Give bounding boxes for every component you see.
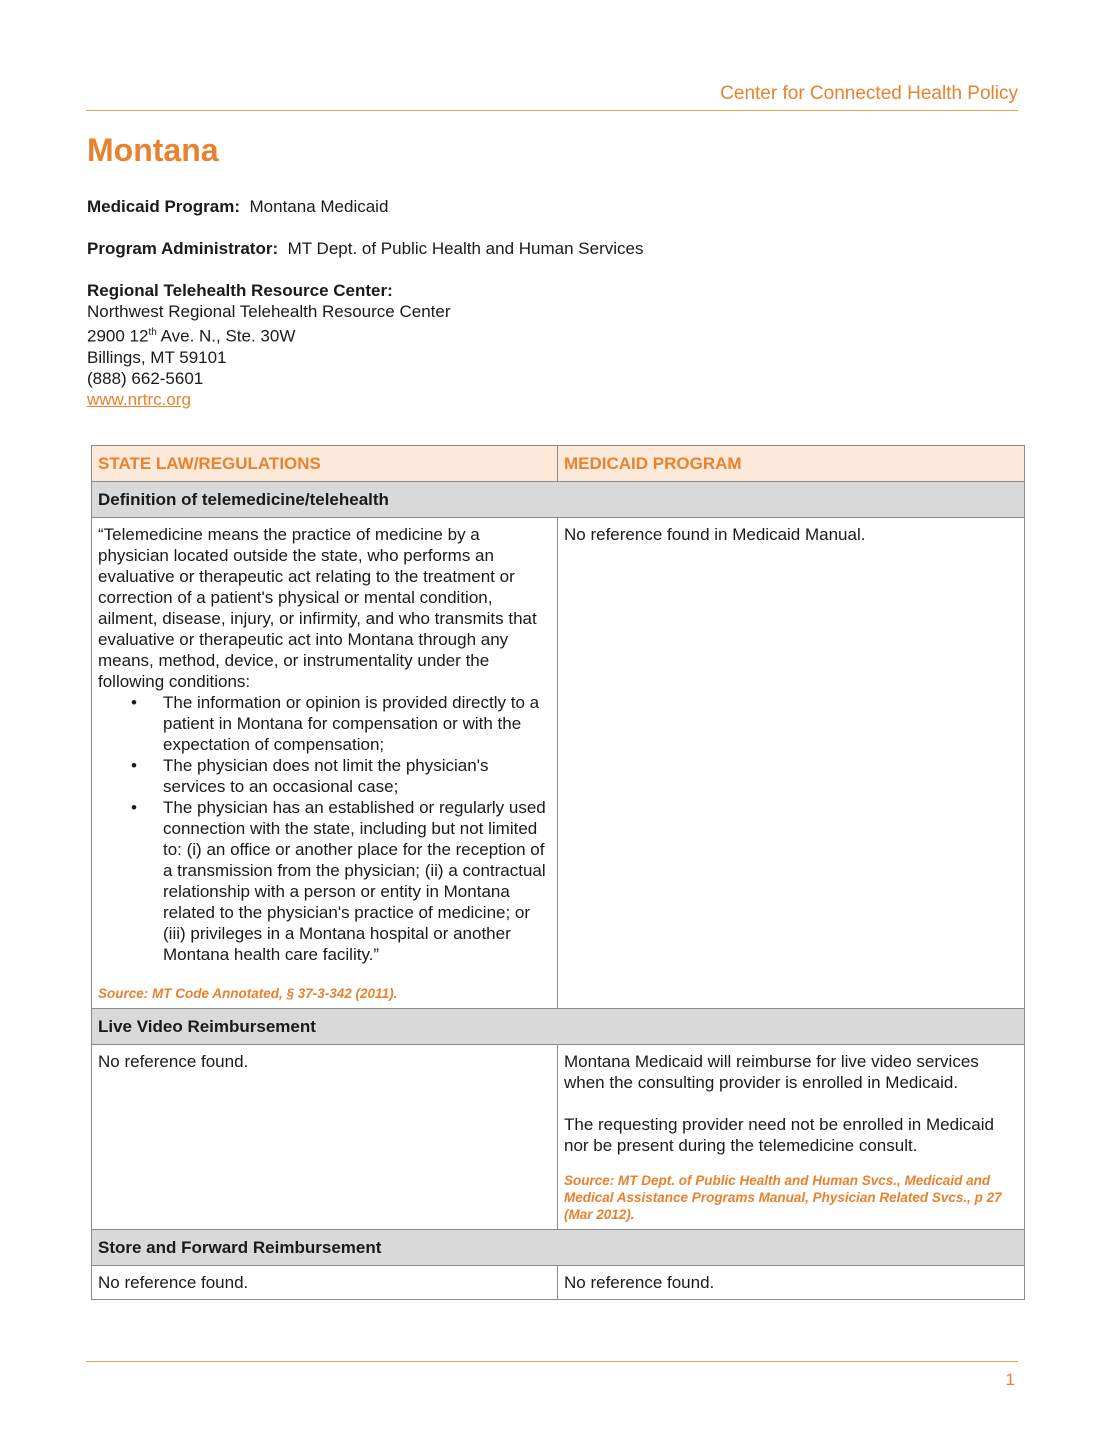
page-number: 1 [1005, 1370, 1015, 1389]
medicaid-program-label: Medicaid Program: [87, 197, 241, 216]
section-header-row [92, 1009, 1025, 1045]
administrator-line [87, 238, 643, 259]
section-live-video-title: Live Video Reimbursement [92, 1009, 1025, 1045]
definition-medicaid-cell: No reference found in Medicaid Manual. [558, 518, 1025, 1009]
header-title: Center for Connected Health Policy [720, 83, 1018, 104]
live-video-law-cell: No reference found. [92, 1045, 558, 1230]
live-video-medicaid-source: Source: MT Dept. of Public Health and Human Svcs., Medicaid and Medical Assistance Programs Manual, Physician Related Svcs., p 27 (Mar 2012). [564, 1173, 1002, 1222]
table-row [92, 518, 1025, 1009]
column-header-medicaid: MEDICAID PROGRAM [558, 446, 1025, 482]
live-video-medicaid-cell [558, 1045, 1025, 1230]
address-rest: Ave. N., Ste. 30W [156, 326, 296, 346]
address-superscript: th [148, 327, 157, 338]
footer-divider [86, 1361, 1018, 1362]
list-item: • The information or opinion is provided directly to a patient in Montana for compensation or with the expectation of compensation; [131, 693, 540, 754]
table-header-row [92, 446, 1025, 482]
bullet-icon: • [131, 756, 137, 775]
live-video-medicaid-p1: Montana Medicaid will reimburse for live video services when the consulting provider is enrolled in Medicaid. [564, 1052, 979, 1092]
rtrc-phone: (888) 662-5601 [87, 368, 204, 388]
rtrc-city: Billings, MT 59101 [87, 347, 227, 367]
list-item: • The physician does not limit the physician's services to an occasional case; [131, 756, 489, 796]
definition-law-intro: “Telemedicine means the practice of medicine by a physician located outside the state, who performs an evaluative or therapeutic act relating to the treatment or correction of a patient's physical or mental condition, ailment, disease, injury, or infirmity, and who transmits that evaluative or therapeutic act into Montana through any means, method, device, or instrumentality under the following conditions: [98, 525, 537, 691]
administrator-value: MT Dept. of Public Health and Human Services [287, 239, 644, 258]
list-item: • The physician has an established or regularly used connection with the state, including but not limited to: (i) an office or another place for the reception of a transmission from the physician; (ii) a contractual relationship with a person or entity in Montana related to the physician's practice of medicine; or (iii) privileges in a Montana hospital or another Montana health care facility.” [131, 798, 546, 964]
rtrc-address [87, 322, 643, 347]
store-forward-law-cell: No reference found. [92, 1266, 558, 1300]
address-number: 2900 12 [87, 326, 149, 346]
definition-law-source: Source: MT Code Annotated, § 37-3-342 (2011). [98, 986, 398, 1001]
medicaid-program-line [87, 196, 643, 217]
live-video-medicaid-p2: The requesting provider need not be enrolled in Medicaid nor be present during the telemedicine consult. [564, 1115, 994, 1155]
definition-law-cell [92, 518, 558, 1009]
column-header-state-law: STATE LAW/REGULATIONS [92, 446, 558, 482]
store-forward-medicaid-cell: No reference found. [558, 1266, 1025, 1300]
section-store-forward-title: Store and Forward Reimbursement [92, 1230, 1025, 1266]
section-header-row [92, 1230, 1025, 1266]
section-definition-title: Definition of telemedicine/telehealth [92, 482, 1025, 518]
policy-table [91, 445, 1025, 1300]
administrator-label: Program Administrator: [87, 239, 279, 258]
section-header-row [92, 482, 1025, 518]
table-row [92, 1266, 1025, 1300]
rtrc-website-link[interactable]: www.nrtrc.org [87, 389, 191, 409]
medicaid-program-value: Montana Medicaid [249, 197, 389, 216]
page-title: Montana [87, 132, 219, 168]
rtrc-name: Northwest Regional Telehealth Resource Center [87, 302, 451, 321]
bullet-icon: • [131, 693, 137, 712]
bullet-icon: • [131, 798, 137, 817]
table-row [92, 1045, 1025, 1230]
program-info [87, 196, 643, 410]
definition-conditions-list [98, 692, 551, 965]
header-divider [86, 110, 1018, 111]
rtrc-label: Regional Telehealth Resource Center: [87, 281, 393, 300]
